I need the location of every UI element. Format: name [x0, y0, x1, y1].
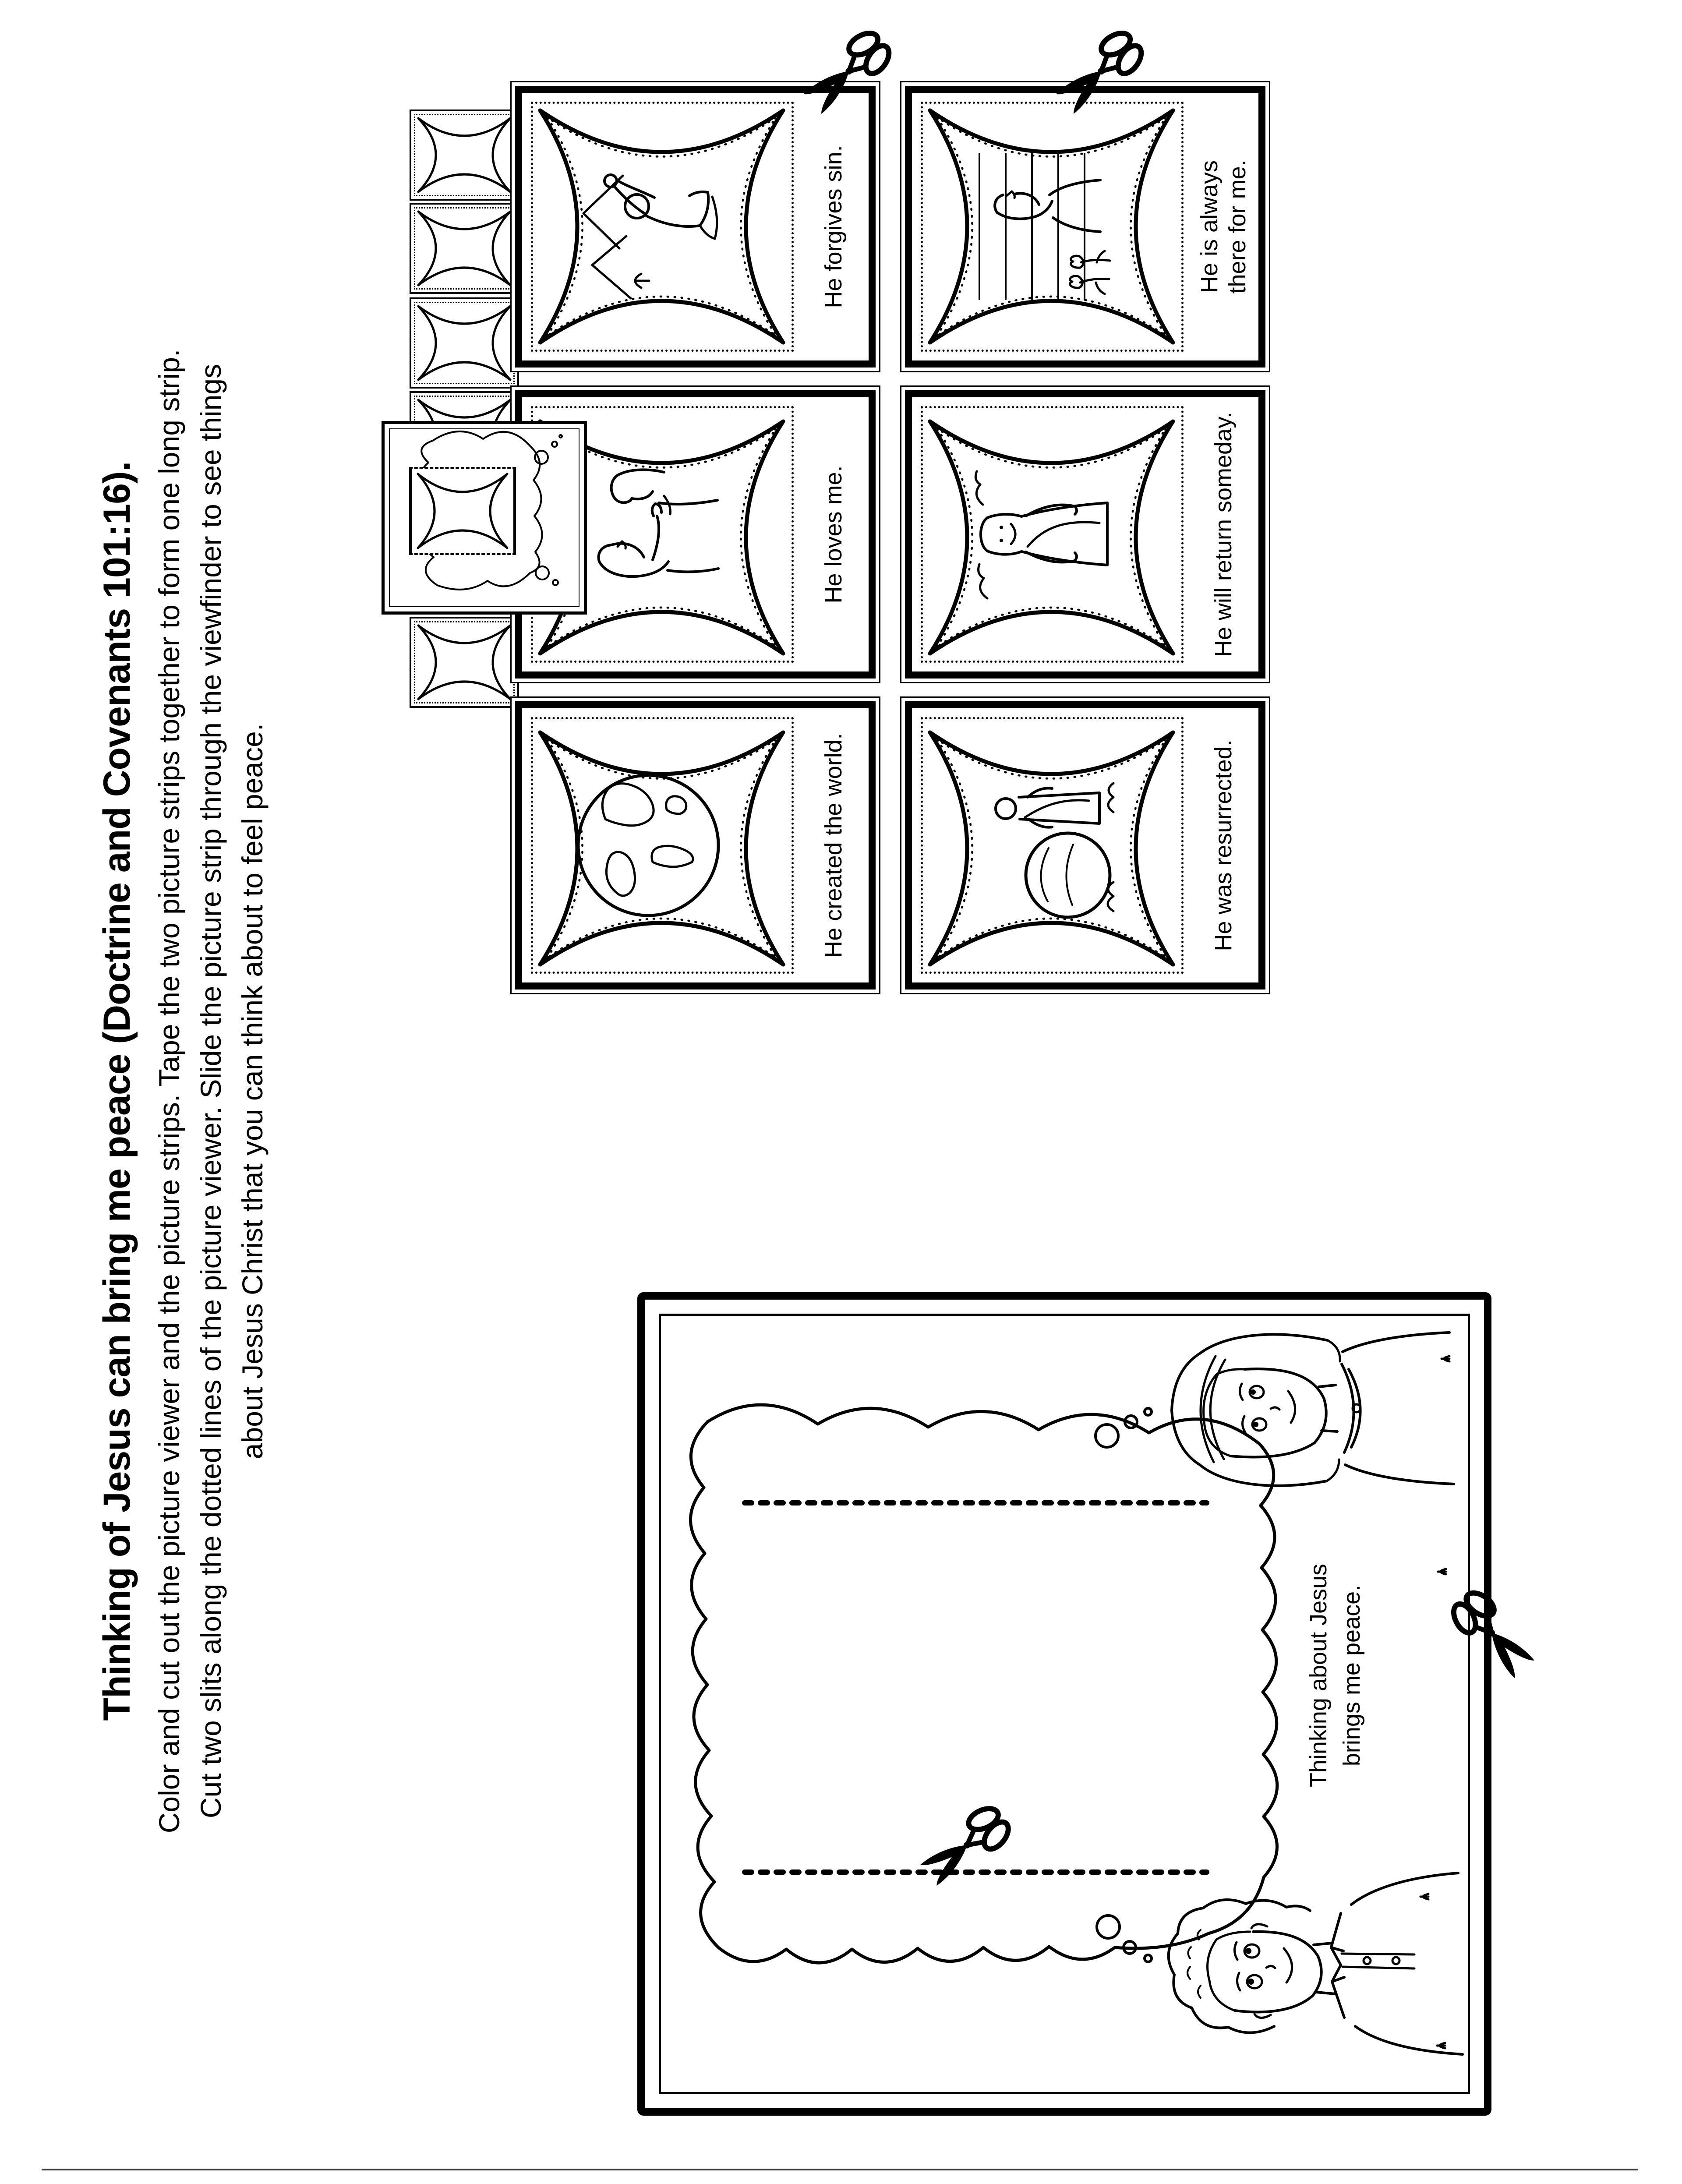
card-picture-empty-tomb [951, 767, 1126, 924]
page-title: Thinking of Jesus can bring me peace (Doctrine and Covenants 101:16). [96, 461, 138, 1721]
thought-bubble [690, 1405, 1277, 1963]
viewer-caption: Thinking about Jesus brings me peace. [1305, 1563, 1365, 1788]
instruction-line-1: Color and cut out the picture viewer and the picture strips. Tape the two picture strips together to form one long strip. [153, 349, 185, 1834]
viewer-window [409, 468, 516, 554]
strip-frame [410, 110, 519, 201]
strip-frame [410, 617, 519, 708]
card-caption: He will return someday. [1210, 411, 1237, 657]
page-edge-line [42, 2169, 1638, 2170]
grass-tuft [1437, 2043, 1445, 2048]
strip-frame [410, 297, 519, 389]
strip-frame [410, 203, 519, 294]
card-picture-praying-person [561, 148, 736, 306]
grass-tuft [1421, 1894, 1428, 1899]
picture-card [900, 696, 1270, 994]
card-caption: He was resurrected. [1210, 739, 1237, 951]
card-border [905, 390, 1265, 679]
picture-viewer [637, 1292, 1491, 2116]
instruction-line-3: about Jesus Christ that you can think about to feel peace. [236, 723, 269, 1460]
instruction-line-2: Cut two slits along the dotted lines of the picture viewer. Slide the picture strip through the viewfinder to see things [194, 364, 227, 1819]
card-picture-jesus-carpenter [951, 148, 1126, 306]
card-caption: He is always there for me. [1196, 159, 1251, 294]
card-picture-jesus-and-child [561, 456, 736, 613]
card-border [515, 86, 876, 368]
card-border [515, 701, 876, 990]
card-caption: He created the world. [820, 733, 847, 958]
card-picture-globe [561, 767, 736, 924]
worksheet-header [95, 187, 273, 1996]
picture-card [510, 696, 880, 994]
grass-tuft [1442, 1356, 1449, 1361]
grass-tuft [1438, 1569, 1446, 1574]
card-picture-jesus-returning [951, 456, 1126, 613]
card-border [905, 701, 1265, 990]
picture-viewer-demo [382, 421, 587, 615]
card-caption: He forgives sin. [820, 145, 847, 308]
picture-card [900, 385, 1270, 683]
card-caption: He loves me. [820, 465, 847, 604]
